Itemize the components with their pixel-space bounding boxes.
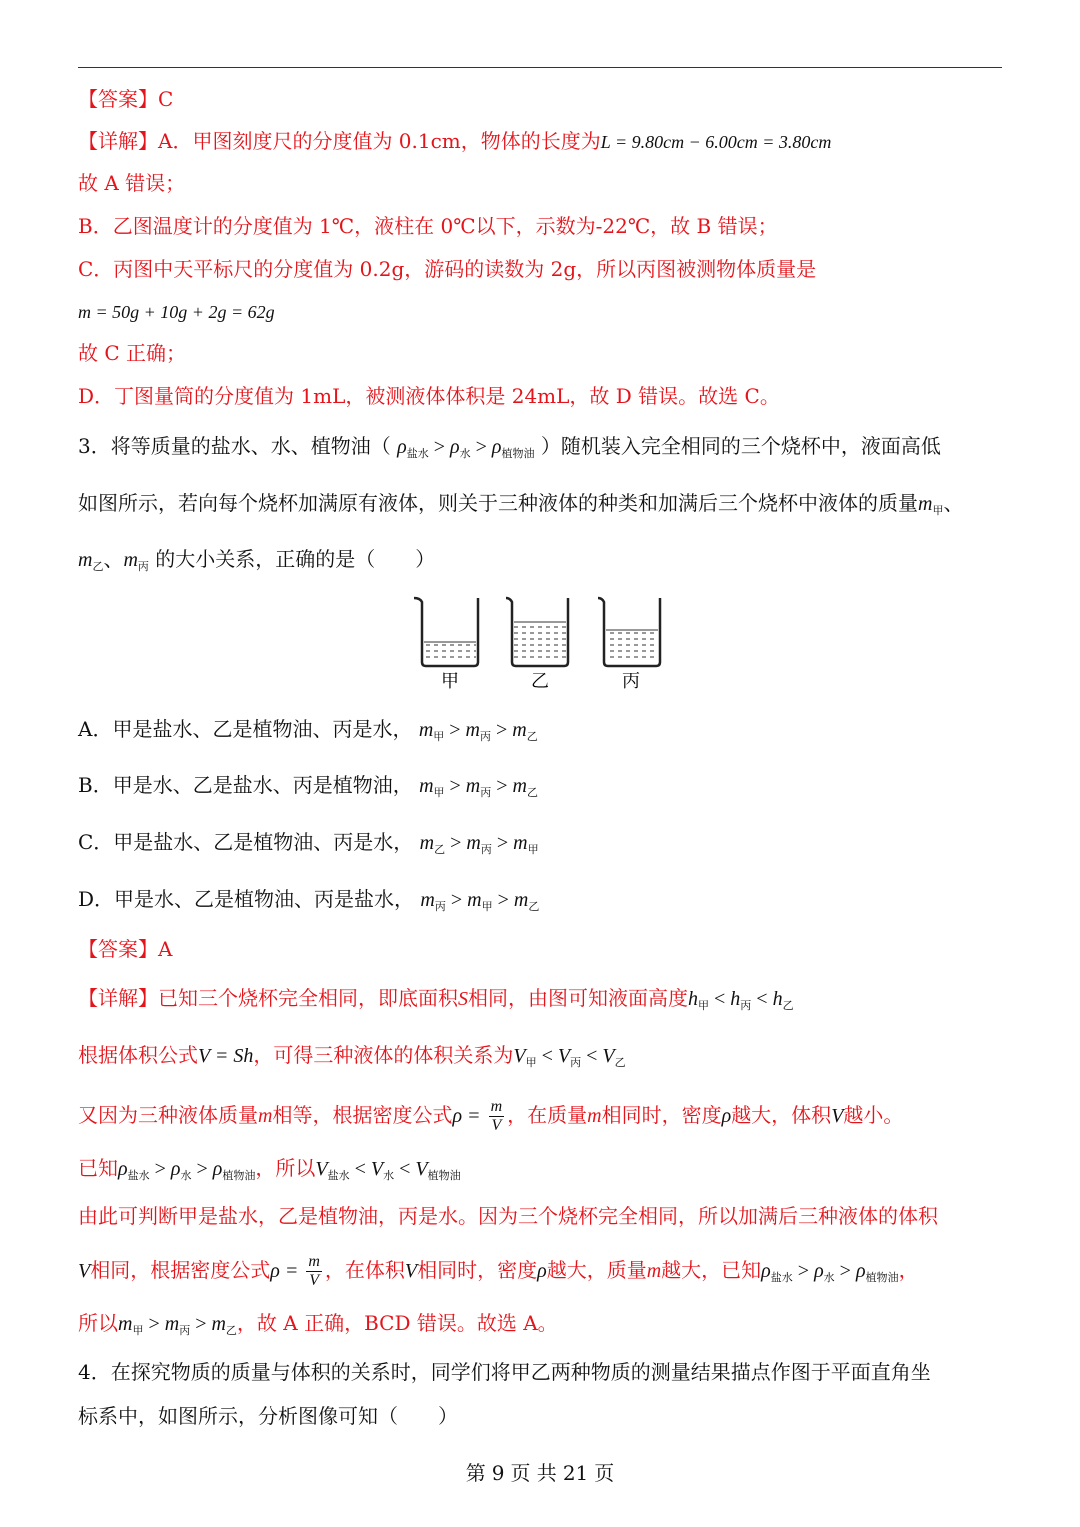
q3-answer-line [78,936,1002,962]
mass-equation: m = 50g + 10g + 2g = 62g [78,302,275,322]
answer-value: A [158,937,173,961]
q4-stem-2: 标系中，如图所示，分析图像可知（ ） [78,1404,458,1428]
beaker-jia [414,598,478,692]
answer-value: C [158,87,174,111]
q3-stem-3: $m_乙$、$m_丙$ 的大小关系，正确的是（ ） [78,547,436,573]
beaker-label-yi: 乙 [531,671,549,692]
beaker-label-jia: 甲 [441,671,459,692]
detail-label: 【详解】 [78,129,158,153]
stem-text: ）随机装入完全相同的三个烧杯中，液面高低 [540,434,941,458]
stem-text: 3．将等质量的盐水、水、植物油（ [78,434,391,458]
q3-stem-2: 如图所示，若向每个烧杯加满原有液体，则关于三种液体的种类和加满后三个烧杯中液体的质量$m_甲$、 [78,491,964,517]
q3-detail-7: 所以$m_甲 > m_丙 > m_乙$，故 A 正确，BCD 错误。故选 A。 [78,1311,558,1337]
stem-text: 的大小关系，正确的是（ ） [155,547,436,571]
option-a: A．甲是盐水、乙是植物油、丙是水， $m_甲 > m_丙 > m_乙$ [78,717,538,743]
q3-detail-1: 【详解】已知三个烧杯完全相同，即底面积S相同，由图可知液面高度$h_甲 < h_丙 < h_乙$ [78,986,794,1012]
option-text: C．甲是盐水、乙是植物油、丙是水， [78,830,414,854]
page-number: 9 [491,1461,505,1485]
option-b: B．甲是水、乙是盐水、丙是植物油， $m_甲 > m_丙 > m_乙$ [78,773,538,799]
q2-answer-line [78,86,1002,112]
beaker-bing [598,598,660,692]
beakers-figure [410,594,670,694]
detail-a-conclusion: 故 A 错误； [78,171,186,195]
beaker-label-bing: 丙 [622,671,640,692]
detail-b: B．乙图温度计的分度值为 1℃，液柱在 0℃以下，示数为-22℃，故 B 错误； [78,214,778,238]
detail-a-text: A．甲图刻度尺的分度值为 0.1cm，物体的长度为 [158,129,601,153]
q3-detail-6: V相同，根据密度公式ρ = $\frac{m}{V}$ ，在体积V相同时，密度ρ越大，质量m越大，已知$\rho_{盐水} > \rho_水 > \rho_{植物油}$， [78,1253,919,1289]
q3-detail-5: 由此可判断甲是盐水，乙是植物油，丙是水。因为三个烧杯完全相同，所以加满后三种液体的体积 [78,1204,938,1228]
option-c: C．甲是盐水、乙是植物油、丙是水， $m_乙 > m_丙 > m_甲$ [78,830,539,856]
beaker-yi [506,598,568,692]
page-total: 21 [562,1461,589,1485]
answer-label: 【答案】 [78,87,158,111]
q3-detail-2: 根据体积公式V = Sh，可得三种液体的体积关系为$V_甲 < V_丙 < V_乙$ [78,1043,626,1069]
q3-detail-4: 已知$\rho_{盐水} > \rho_水 > \rho_{植物油}$，所以$V_{盐水} < V_水 < V_{植物油}$ [78,1156,461,1182]
q2-detail-a [78,128,1002,155]
q4-stem-1: 4．在探究物质的质量与体积的关系时，同学们将甲乙两种物质的测量结果描点作图于平面直角坐 [78,1360,931,1384]
option-text: D．甲是水、乙是植物油、丙是盐水， [78,887,415,911]
length-equation: L = 9.80cm − 6.00cm = 3.80cm [600,132,832,152]
q3-stem-1: 3．将等质量的盐水、水、植物油（ $\rho_{盐水} > \rho_水 > \rho_{植物油}$ ）随机装入完全相同的三个烧杯中，液面高低 [78,434,941,460]
header-rule [78,67,1002,68]
page-footer: 第 9 页 共 21 页 [465,1461,615,1485]
mass-equation-line [78,298,1002,325]
option-text: A．甲是盐水、乙是植物油、丙是水， [78,717,413,741]
answer-label: 【答案】 [78,937,158,961]
detail-d: D．丁图量筒的分度值为 1mL，被测液体体积是 24mL，故 D 错误。故选 C。 [78,384,780,408]
option-d: D．甲是水、乙是植物油、丙是盐水， $m_丙 > m_甲 > m_乙$ [78,887,540,913]
q3-detail-3: 又因为三种液体质量m相等，根据密度公式ρ = $\frac{m}{V}$ ，在质量m相同时，密度ρ越大，体积V越小。 [78,1098,904,1134]
detail-label: 【详解】 [78,986,158,1010]
stem-text: 如图所示，若向每个烧杯加满原有液体，则关于三种液体的种类和加满后三个烧杯中液体的质量 [78,491,918,515]
detail-c: C．丙图中天平标尺的分度值为 0.2g，游码的读数为 2g，所以丙图被测物体质量是 [78,257,817,281]
detail-c-conclusion: 故 C 正确； [78,341,187,365]
option-text: B．甲是水、乙是盐水、丙是植物油， [78,773,413,797]
